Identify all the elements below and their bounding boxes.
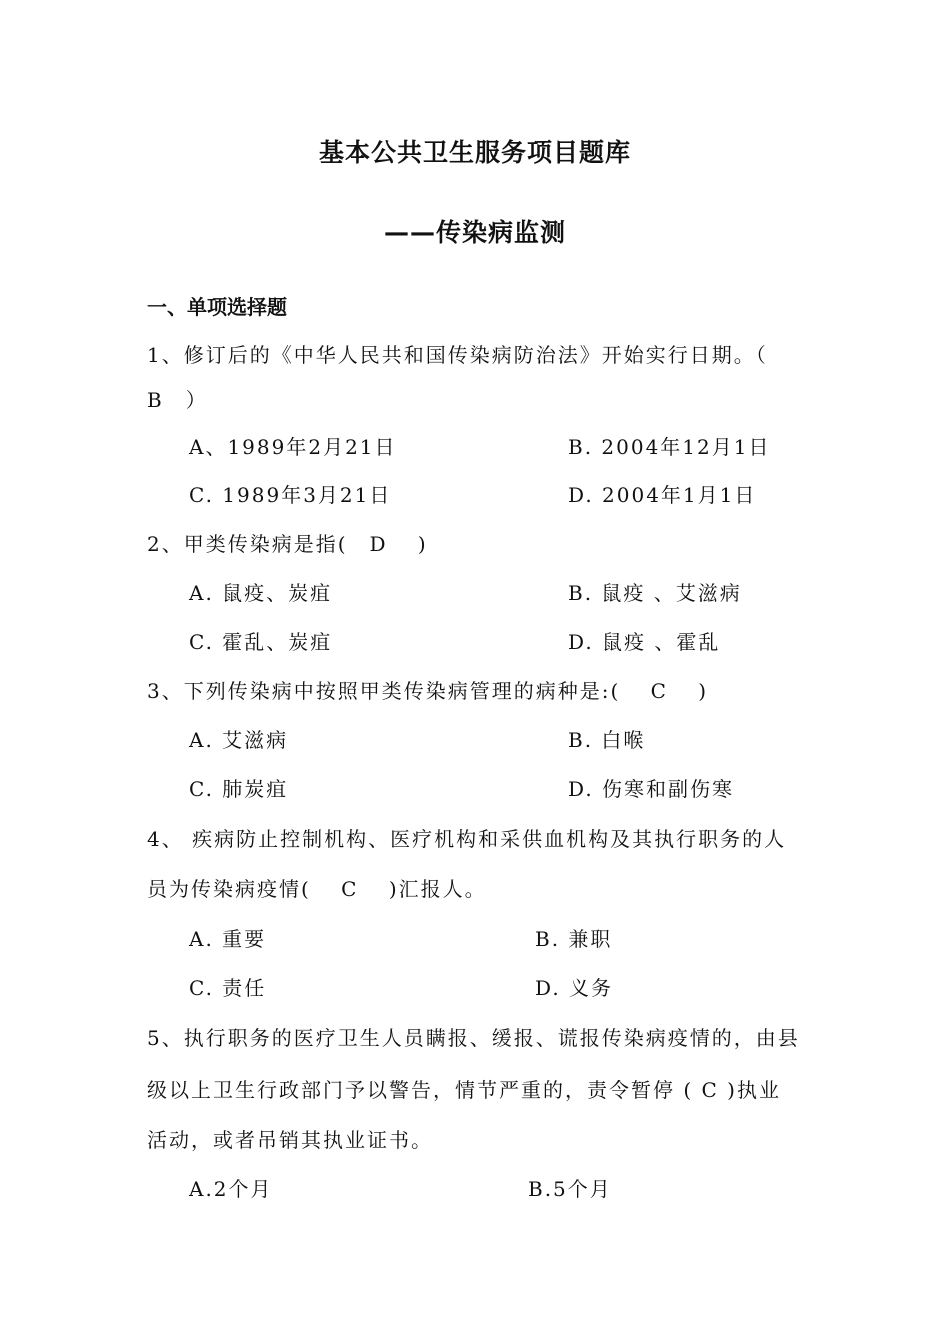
question-4-line-1: 4、 疾病防止控制机构、医疗机构和采供血机构及其执行职务的人	[147, 827, 787, 851]
question-4-option-d: D. 义务	[535, 976, 614, 1000]
question-3-line-1: 3、下列传染病中按照甲类传染病管理的病种是:( C )	[147, 679, 709, 703]
document-title: 基本公共卫生服务项目题库	[318, 138, 631, 167]
question-4-option-b: B. 兼职	[535, 927, 613, 951]
question-4-option-c: C. 责任	[189, 976, 267, 1000]
question-3-option-c: C. 肺炭疽	[189, 777, 289, 801]
question-2-line-1: 2、甲类传染病是指( D )	[147, 532, 428, 556]
section-heading: 一、单项选择题	[147, 295, 287, 319]
question-4-option-a: A. 重要	[189, 927, 267, 951]
question-5-line-2: 级以上卫生行政部门予以警告，情节严重的，责令暂停 ( C )执业	[147, 1078, 781, 1102]
question-2-option-d: D. 鼠疫 、霍乱	[568, 630, 721, 654]
question-1-option-a: A、1989年2月21日	[189, 435, 397, 459]
question-5-line-1: 5、执行职务的医疗卫生人员瞒报、缓报、谎报传染病疫情的，由县	[147, 1026, 800, 1050]
question-2-option-b: B. 鼠疫 、艾滋病	[568, 581, 742, 605]
document-subtitle: ——传染病监测	[383, 218, 566, 247]
question-1-line-1: 1、修订后的《中华人民共和国传染病防治法》开始实行日期。（	[147, 343, 768, 367]
question-5-option-b: B.5个月	[528, 1177, 612, 1201]
question-2-option-c: C. 霍乱、炭疽	[189, 630, 333, 654]
question-3-option-b: B. 白喉	[568, 728, 646, 752]
question-1-option-c: C. 1989年3月21日	[189, 483, 392, 507]
question-1-option-d: D. 2004年1月1日	[568, 483, 757, 507]
question-3-option-a: A. 艾滋病	[189, 728, 289, 752]
question-4-line-2: 员为传染病疫情( C )汇报人。	[147, 877, 487, 901]
question-1-option-b: B. 2004年12月1日	[568, 435, 771, 459]
question-3-option-d: D. 伤寒和副伤寒	[568, 777, 735, 801]
question-1-line-2: B ）	[147, 388, 208, 412]
question-5-option-a: A.2个月	[189, 1177, 273, 1201]
question-5-line-3: 活动，或者吊销其执业证书。	[147, 1128, 433, 1152]
question-2-option-a: A. 鼠疫、炭疽	[189, 581, 333, 605]
